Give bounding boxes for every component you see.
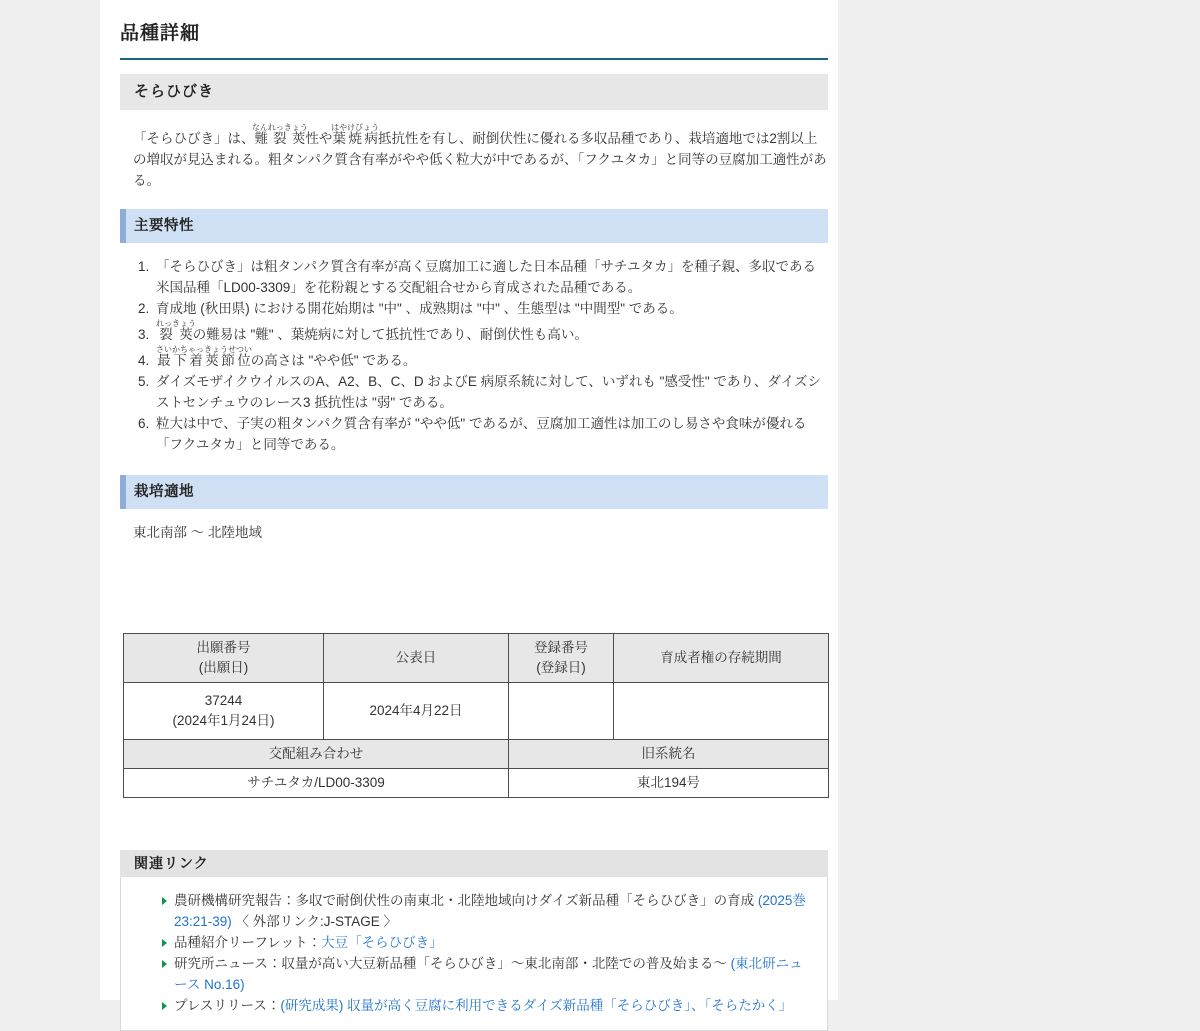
- characteristics-list: [120, 256, 828, 455]
- text-segment: 性や: [305, 131, 333, 146]
- characteristic-item-5: [153, 371, 828, 413]
- text-segment: 研究所ニュース：収量が高い大豆新品種「そらひびき」〜東北南部・北陸での普及始まる〜: [174, 956, 731, 971]
- related-links-box: [120, 877, 828, 1031]
- cross-combination-cell: サチユタカ/LD00-3309: [124, 769, 509, 798]
- text-link[interactable]: (研究成果) 収量が高く豆腐に利用できるダイズ新品種「そらひびき」、「そらたかく」: [280, 998, 793, 1013]
- related-link-item-2: [162, 932, 807, 953]
- triangle-bullet-icon: [162, 939, 167, 947]
- characteristic-item-4: [153, 345, 828, 371]
- application-number-header: [124, 634, 324, 683]
- characteristic-item-6: [153, 413, 828, 455]
- section-header-cultivation-area: 栽培適地: [120, 475, 828, 509]
- table-header-row-2: [124, 740, 829, 769]
- related-link-item-4: [162, 995, 807, 1016]
- ruby-annotated-text: 3. 裂莢れっきょう: [156, 319, 196, 342]
- triangle-bullet-icon: [162, 897, 167, 905]
- breeders-right-duration-header: 育成者権の存続期間: [614, 634, 829, 683]
- application-number-cell: [124, 683, 324, 740]
- publication-date-header: 公表日: [324, 634, 509, 683]
- registration-table: [123, 633, 829, 798]
- text-segment: 育成地 (秋田県) における開花始期は "中" 、成熟期は "中" 、生態型は "中間型" である。: [156, 301, 683, 316]
- publication-date-cell: 2024年4月22日: [324, 683, 509, 740]
- text-segment: プレスリリース：: [174, 998, 281, 1013]
- text-link[interactable]: 大豆「そらひびき」: [321, 935, 443, 950]
- text-segment: 「そらひびき」は粗タンパク質含有率が高く豆腐加工に適した日本品種「サチユタカ」を種子親、多収である米国品種「LD00-3309」を花粉親とする交配組合せから育成された品種である。: [156, 259, 817, 295]
- text-segment: 「そらひびき」は、: [133, 131, 255, 146]
- text-segment: 粒大は中で、子実の粗タンパク質含有率が "やや低" であるが、豆腐加工適性は加工のし易さや食味が優れる「フクユタカ」と同等である。: [156, 416, 807, 452]
- triangle-bullet-icon: [162, 1002, 167, 1010]
- text-segment: 品種紹介リーフレット：: [174, 935, 322, 950]
- text-segment: 抵抗性を有し、耐倒伏性に優れる多収品種であり、栽培適地では2割以上の増収が見込まれる。粗タンパク質含有率がやや低く粒大が中であるが、「フクユタカ」と同等の豆腐加工適性がある。: [133, 131, 827, 188]
- cultivation-area-text: 東北南部 〜 北陸地域: [133, 525, 263, 540]
- characteristic-item-1: [153, 256, 828, 298]
- application-number-value: 37244: [204, 693, 243, 708]
- registration-number-header-line2: (登録日): [536, 660, 586, 675]
- triangle-bullet-icon: [162, 960, 167, 968]
- ruby-annotated-text: 難裂莢なんれっきょう: [251, 123, 308, 146]
- related-link-text-4: [174, 998, 792, 1013]
- text-segment: の難易は "難" 、葉焼病に対して抵抗性であり、耐倒伏性も高い。: [192, 327, 588, 342]
- characteristic-item-3: [153, 319, 828, 345]
- section-header-main-characteristics: 主要特性: [120, 209, 828, 243]
- table-header-row-1: [124, 634, 829, 683]
- related-link-item-3: [162, 953, 807, 995]
- registration-number-header-line1: 登録番号: [534, 640, 588, 655]
- ruby-annotated-text: 葉焼病はやけびょう: [331, 123, 380, 146]
- application-date-value: (2024年1月24日): [172, 713, 275, 728]
- registration-number-cell: [509, 683, 614, 740]
- content-column: [100, 0, 838, 1013]
- section-header-related-links: 関連リンク: [120, 850, 828, 877]
- text-segment: 〈 外部リンク:J-STAGE 〉: [231, 914, 398, 929]
- variety-name-header: そらひびき: [120, 74, 828, 110]
- table-data-row-1: [124, 683, 829, 740]
- characteristic-item-2: [153, 298, 828, 319]
- related-link-item-1: [162, 890, 807, 932]
- related-link-text-2: [174, 935, 443, 950]
- related-link-text-1: [174, 893, 806, 929]
- related-links-list: [121, 877, 827, 1030]
- breeders-right-duration-cell: [614, 683, 829, 740]
- variety-description: [120, 123, 828, 191]
- ruby-annotated-text: 4. 最下着莢節位さいかちゃっきょうせつい: [156, 345, 252, 368]
- text-segment: 農研機構研究報告：多収で耐倒伏性の南東北・北陸地域向けダイズ新品種「そらひびき」の育成: [174, 893, 758, 908]
- text-link[interactable]: (2025巻23:21-39): [174, 893, 806, 929]
- application-number-header-line2: (出願日): [198, 660, 249, 675]
- table-data-row-2: [124, 769, 829, 798]
- cross-combination-header: 交配組み合わせ: [124, 740, 509, 769]
- text-link[interactable]: (東北研ニュース No.16): [174, 956, 803, 992]
- application-number-header-line1: 出願番号: [196, 640, 251, 655]
- page-title: 品種詳細: [120, 0, 828, 60]
- text-segment: ダイズモザイクウイルスのA、A2、B、C、D およびE 病原系統に対して、いずれも "感受性" であり、ダイズシストセンチュウのレース3 抵抗性は "弱" である。: [156, 374, 822, 410]
- registration-number-header: [509, 634, 614, 683]
- related-link-text-3: [174, 956, 803, 992]
- old-line-name-cell: 東北194号: [509, 769, 829, 798]
- text-segment: の高さは "やや低" である。: [250, 353, 417, 368]
- old-line-name-header: 旧系統名: [509, 740, 829, 769]
